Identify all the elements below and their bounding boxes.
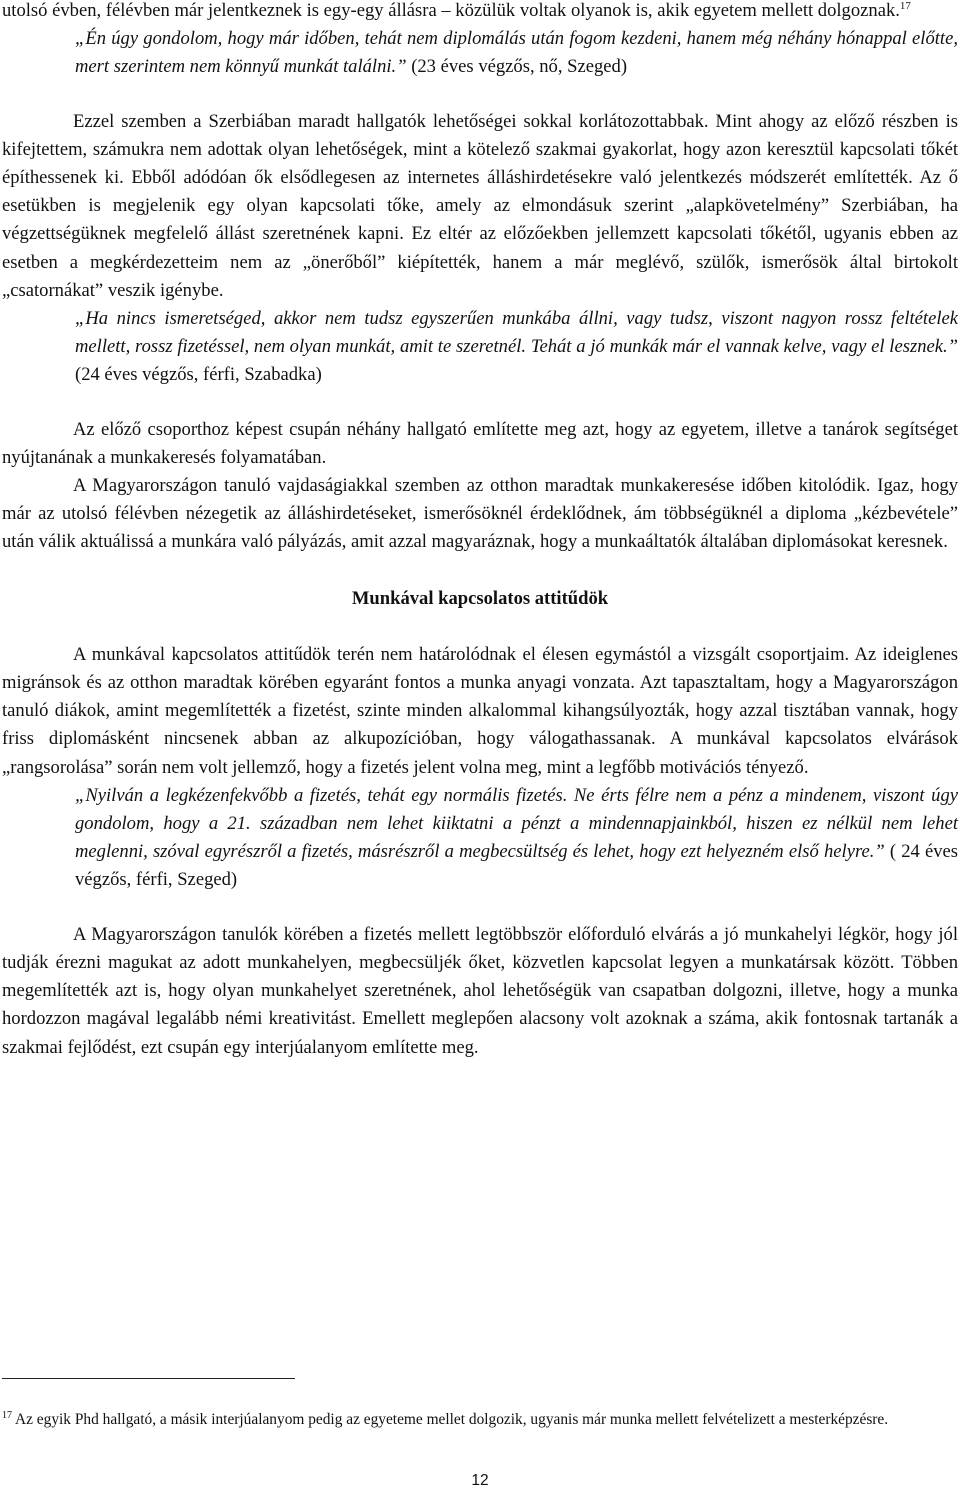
quote-attribution: (23 éves végzős, nő, Szeged) (406, 56, 628, 78)
footnote-separator (2, 1378, 295, 1379)
paragraph-serbia: Ezzel szemben a Szerbiában maradt hallgatók lehetőségei sokkal korlátozottabbak. Mint ahogy az előző részben is kifejtettem, számukra nem adottak olyan lehetőségek, mint a kötelező szakmai gyakorlat, hogy azon keresztül kapcsolati tőkét építhessenek ki. Ebből adódóan ők elsődlegesen az internetes álláshirdetésekre való jelentkezés módszerét említették. Az ő esetükben is megjelenik egy olyan kapcsolati tőke, amely az elmondásuk szerint „alapkövetelmény” Szerbiában, ha végzettségüknek megfelelő állást szeretnének kapni. Ez eltér az előzőekben jellemzett kapcsolati tőkétől, ugyanis ebben az esetben a megkérdezetteim nem az „önerőből” kiépítették, hanem a már meglévő, szülők, ismerősök által birtokolt „csatornákat” veszik igénybe. (2, 110, 958, 301)
interview-quote-1: „Én úgy gondolom, hogy már időben, tehát nem diplomálás után fogom kezdeni, hanem még néhány hónappal előtte, mert szerintem nem könnyű munkát találni.” (23 éves végzős, nő, Szeged) (75, 28, 958, 78)
footnote-mark: 17 (2, 1409, 12, 1421)
paragraph-job-search: A Magyarországon tanuló vajdaságiakkal szemben az otthon maradtak munkakeresése időben kitolódik. Igaz, hogy már az utolsó félévben nézegetik az álláshirdetéseket, ismerősöknél érdeklődnek, ám többségüknél a diploma „kézbevétele” után válik aktuálissá a munkára való pályázás, amit azzal magyaráznak, hogy a munkaáltatók általában diplomásokat keresnek. (2, 475, 958, 553)
paragraph-previous-group: Az előző csoporthoz képest csupán néhány hallgató említette meg azt, hogy az egyetem, illetve a tanárok segítséget nyújtanának a munkakeresés folyamatában. (2, 418, 958, 468)
section-heading: Munkával kapcsolatos attitűdök (351, 587, 609, 609)
page-number: 12 (471, 1472, 489, 1489)
interview-quote-2: „Ha nincs ismeretséged, akkor nem tudsz egyszerűen munkába állni, vagy tudsz, viszont nagyon rossz feltételek mellett, rossz fizetéssel, nem olyan munkát, amit te szeretnél. Tehát a jó munkák már el vannak kelve, vagy el lesznek.” (24 éves végzős, férfi, Szabadka) (75, 308, 958, 386)
paragraph-attitudes: A munkával kapcsolatos attitűdök terén nem határolódnak el élesen egymástól a vizsgált csoportjaim. Az ideiglenes migránsok és az otthon maradtak körében egyaránt fontos a munka anyagi vonzata. Azt tapasztaltam, hogy a Magyarországon tanuló diákok, amint megemlítették a fizetést, szinte minden alkalommal kihangsúlyozták, hogy azzal tisztában vannak, hogy friss diplomásként nincsenek abban az alkupozícióban, hogy válogathassanak. A munkával kapcsolatos elvárások „rangsorolása” során nem volt jellemző, hogy a fizetés jelent volna meg, mint a legfőbb motivációs tényező. (2, 643, 958, 778)
paragraph-expectations: A Magyarországon tanulók körében a fizetés mellett legtöbbször előforduló elvárás a jó munkahelyi légkör, hogy jól tudják érezni magukat az adott munkahelyen, megbecsüljék őket, közvetlen kapcsolat legyen a munkatársak között. Többen megemlítették azt is, hogy olyan munkahelyet szeretnének, ahol lehetőségük van csapatban dolgozni, illetve, hogy a munka hordozzon magával legalább némi kreativitást. Emellett meglepően alacsony volt azoknak a száma, akik fontosnak tartanák a szakmai fejlődést, ezt csupán egy interjúalanyom említette meg. (2, 923, 958, 1058)
footnote-ref: 17 (899, 0, 911, 12)
quote-attribution: (24 éves végzős, férfi, Szabadka) (75, 364, 322, 386)
paragraph-continued: utolsó évben, félévben már jelentkeznek is egy-egy állásra – közülük voltak olyanok is, akik egyetem mellett dolgoznak.$^{17}$ (2, 0, 911, 21)
footnote: $^{17}$ Az egyik Phd hallgató, a másik interjúalanyom pedig az egyeteme mellet dolgozik, ugyanis már munka mellett felvételizett a mesterképzésre. (2, 1409, 889, 1428)
interview-quote-3: „Nyilván a legkézenfekvőbb a fizetés, tehát egy normális fizetés. Ne érts félre nem a pénz a mindenem, viszont úgy gondolom, hogy a 21. században nem lehet kiiktatni a pénzt a mindennapjainkból, hiszen ez nélkül nem lehet meglenni, szóval egyrészről a fizetés, másrészről a megbecsültség és lehet, hogy ezt helyezném első helyre.” ( 24 éves végzős, férfi, Szeged) (75, 784, 958, 891)
quote-attribution: ( 24 éves végzős, férfi, Szeged) (75, 841, 958, 891)
